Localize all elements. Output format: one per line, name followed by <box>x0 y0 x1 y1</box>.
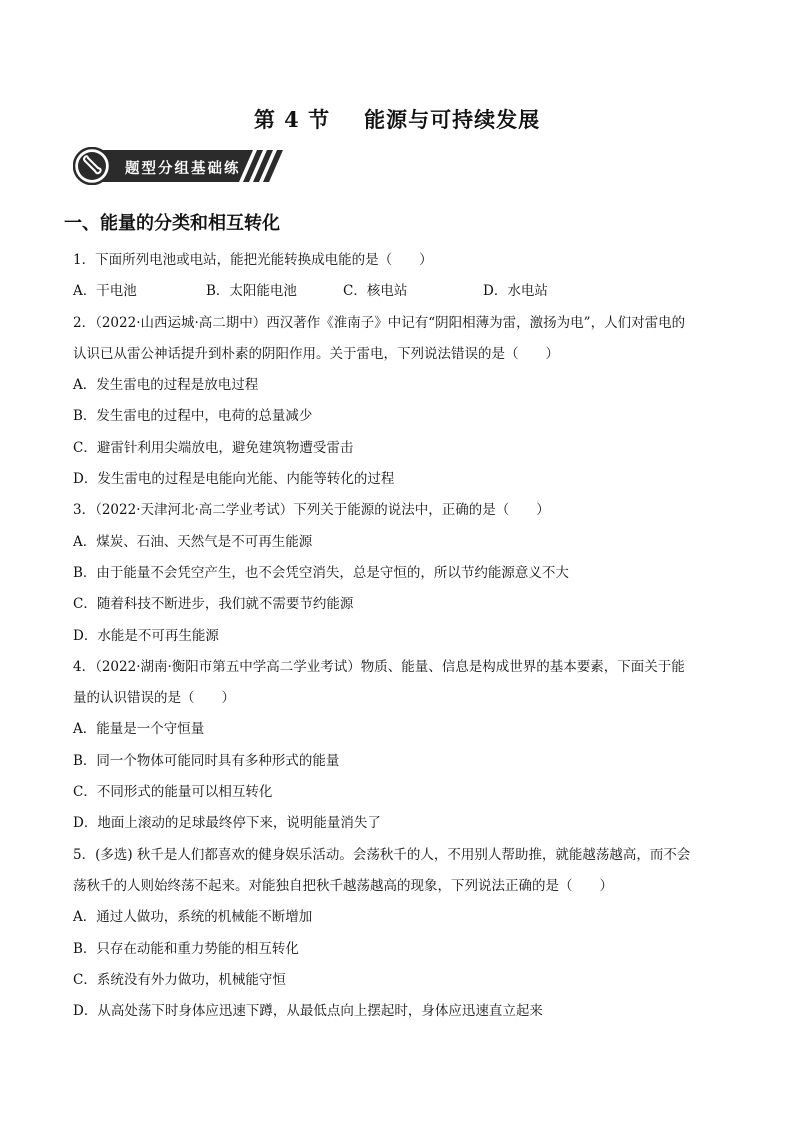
question-3 <box>73 495 733 651</box>
option-c: C．避雷针利用尖端放电，避免建筑物遭受雷击 <box>73 439 354 456</box>
option-a: A．发生雷电的过程是放电过程 <box>73 377 259 394</box>
question-stem: 2．（2022·山西运城·高二期中）西汉著作《淮南子》中记有“阴阳相薄为雷，激扬为电”，人们对雷电的 <box>73 314 686 331</box>
option-d: D．水能是不可再生能源 <box>73 627 219 644</box>
section-name: 能源与可持续发展 <box>364 107 541 132</box>
question-list <box>73 245 733 1027</box>
question-stem-cont: 量的认识错误的是（ ） <box>73 690 235 707</box>
question-5 <box>73 840 733 1028</box>
option-d: D．水电站 <box>483 283 548 300</box>
question-stem-cont: 认识已从雷公神话提升到朴素的阴阳作用。关于雷电，下列说法错误的是（ ） <box>73 345 559 362</box>
question-stem: 5．(多选) 秋千是人们都喜欢的健身娱乐活动。会荡秋千的人，不用别人帮助推，就能越荡越高，而不会 <box>73 846 691 863</box>
option-b: B．只存在动能和重力势能的相互转化 <box>73 940 299 957</box>
question-stem: 3．（2022·天津河北·高二学业考试）下列关于能源的说法中，正确的是（ ） <box>73 502 550 519</box>
section-heading: 一、能量的分类和相互转化 <box>64 213 280 234</box>
question-4 <box>73 652 733 840</box>
question-stem: 1．下面所列电池或电站，能把光能转换成电能的是（ ） <box>73 252 433 268</box>
option-d: D．地面上滚动的足球最终停下来，说明能量消失了 <box>73 815 381 832</box>
question-1 <box>73 245 733 308</box>
exercise-banner <box>73 147 285 185</box>
option-c: C．系统没有外力做功，机械能守恒 <box>73 971 286 988</box>
page-title <box>0 104 794 134</box>
section-number: 第 4 节 <box>253 107 331 132</box>
option-b: B．同一个物体可能同时具有多种形式的能量 <box>73 752 340 769</box>
question-stem-cont: 荡秋千的人则始终荡不起来。对能独自把秋千越荡越高的现象，下列说法正确的是（ ） <box>73 877 613 894</box>
banner-label: 题型分组基础练 <box>125 161 241 177</box>
option-b: B．由于能量不会凭空产生，也不会凭空消失，总是守恒的，所以节约能源意义不大 <box>73 564 569 581</box>
question-stem: 4．（2022·湖南·衡阳市第五中学高二学业考试）物质、能量、信息是构成世界的基本要素，下面关于能 <box>73 658 685 675</box>
option-a: A．干电池 <box>73 283 137 300</box>
inline-options <box>73 276 733 307</box>
option-a: A．能量是一个守恒量 <box>73 721 205 738</box>
option-b: B．发生雷电的过程中，电荷的总量减少 <box>73 408 313 425</box>
option-a: A．煤炭、石油、天然气是不可再生能源 <box>73 533 313 550</box>
option-d: D．从高处荡下时身体应迅速下蹲，从最低点向上摆起时，身体应迅速直立起来 <box>73 1003 543 1020</box>
question-2 <box>73 308 733 496</box>
option-c: C．不同形式的能量可以相互转化 <box>73 784 273 801</box>
option-c: C．随着科技不断进步，我们就不需要节约能源 <box>73 596 354 613</box>
option-b: B．太阳能电池 <box>206 283 297 300</box>
option-c: C．核电站 <box>343 283 408 300</box>
option-a: A．通过人做功，系统的机械能不断增加 <box>73 909 313 926</box>
option-d: D．发生雷电的过程是电能向光能、内能等转化的过程 <box>73 471 395 488</box>
